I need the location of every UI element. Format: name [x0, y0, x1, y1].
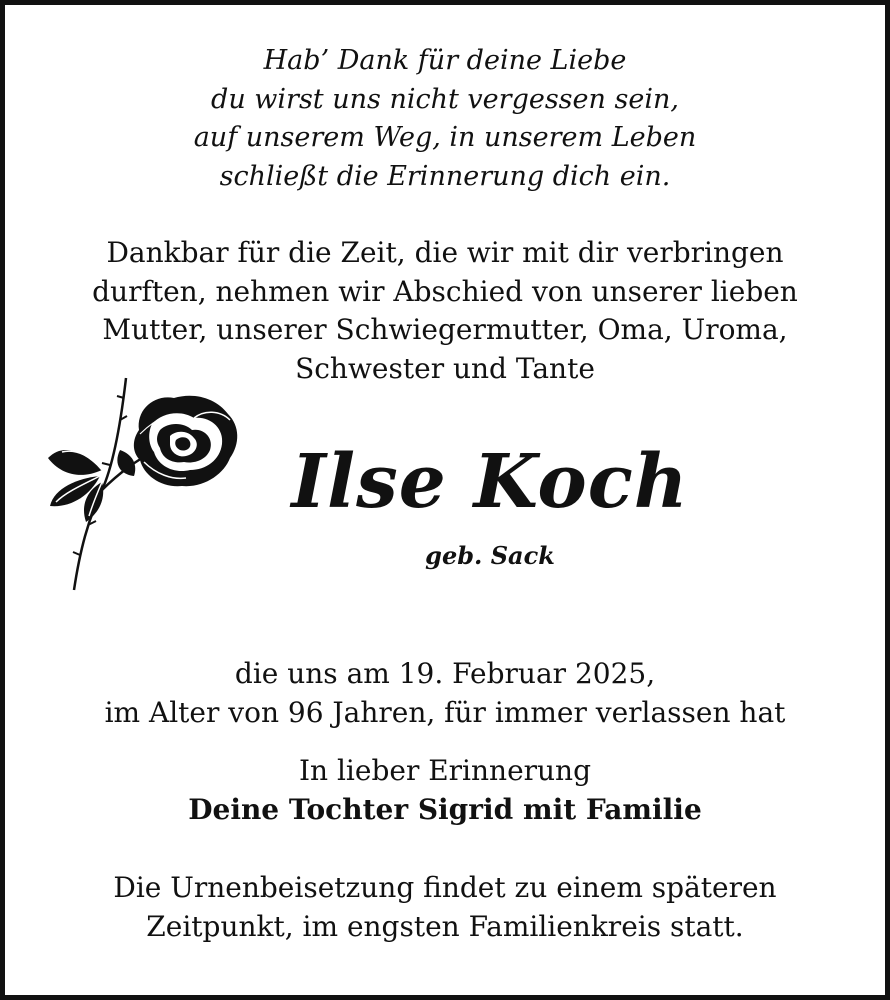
- deceased-name: Ilse Koch: [291, 439, 689, 525]
- poem-line: schließt die Erinnerung dich ein.: [219, 160, 671, 192]
- birth-name: geb. Sack: [425, 541, 555, 570]
- death-line: die uns am 19. Februar 2025,: [234, 657, 656, 690]
- intro-line: Mutter, unserer Schwiegermutter, Oma, Uroma,: [102, 313, 788, 346]
- burial-info: [0, 869, 890, 946]
- death-line: im Alter von 96 Jahren, für immer verlassen hat: [104, 695, 786, 729]
- burial-line: Die Urnenbeisetzung findet zu einem späteren: [113, 871, 777, 904]
- poem-line: Hab’ Dank für deine Liebe: [263, 45, 627, 76]
- intro-line: durften, nehmen wir Abschied von unserer lieben: [92, 274, 798, 308]
- intro-line: Schwester und Tante: [295, 351, 595, 385]
- burial-line: Zeitpunkt, im engsten Familienkreis statt.: [146, 909, 744, 943]
- poem-line: du wirst uns nicht vergessen sein,: [211, 83, 679, 115]
- intro-line: Dankbar für die Zeit, die wir mit dir verbringen: [106, 236, 784, 269]
- intro-text: [0, 234, 890, 388]
- family-signature: Deine Tochter Sigrid mit Familie: [188, 792, 702, 826]
- death-notice: [0, 655, 890, 732]
- memory-line: In lieber Erinnerung: [298, 754, 592, 787]
- poem-line: auf unserem Weg, in unserem Leben: [193, 122, 697, 153]
- closing: [0, 752, 890, 829]
- poem: [0, 42, 890, 196]
